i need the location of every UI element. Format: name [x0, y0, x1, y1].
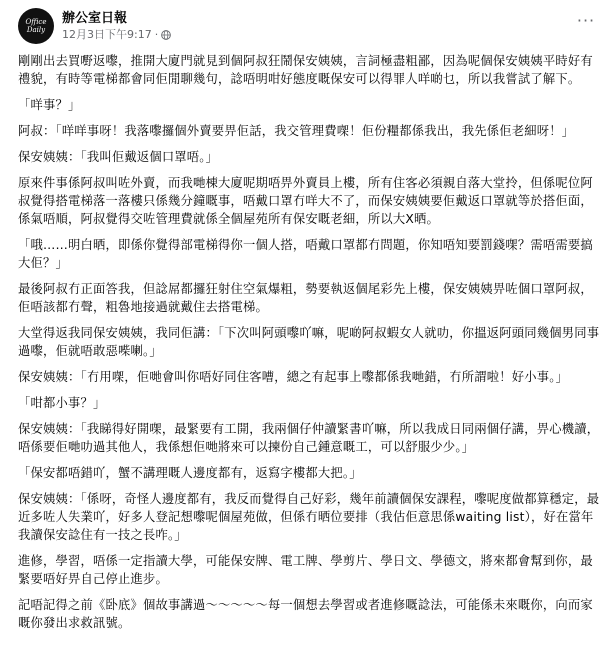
post-paragraph: 「哦……明白晒，即係你覺得部電梯得你一個人搭，唔戴口罩都冇問題，你知唔知要罰錢㗎？需唔需要搞大佢？」 — [18, 238, 593, 270]
timestamp-row — [62, 27, 171, 42]
post-timestamp[interactable]: 12月3日下午9:17 — [62, 28, 152, 41]
post-paragraph: 保安姨姨：「冇用㗎，佢哋會叫你唔好同住客嘈，總之有起事上嚟都係我哋錯，冇所謂啦！好小事。」 — [18, 370, 569, 384]
post-paragraph: 保安姨姨：「我睇得好開㗎，最緊要有工開，我兩個仔仲讀緊書吖嘛，所以我成日同兩個仔講，畀心機讀，唔係要佢哋叻過其他人，我係想佢哋將來可以揀份自己鍾意嘅工，可以舒服少少。」 — [18, 422, 600, 454]
post-paragraph: 最後阿叔冇正面答我，但諗屌都攞狂射住空氣爆粗，勢要執返個尾彩先上樓，保安姨姨畀咗個口罩阿叔，佢唔該都冇聲，粗魯地接過就戴住去搭電梯。 — [18, 282, 593, 314]
post-paragraph: 「保安都唔錯吖，蟹不講理嘅人邊度都有，返寫字樓都大把。」 — [18, 466, 362, 480]
post-meta — [62, 10, 171, 42]
post-paragraph: 記唔記得之前《卧底》個故事講過～～～～～每一個想去學習或者進修嘅諗法，可能係未來嘅你，向而家嘅你發出求救訊號。 — [18, 598, 593, 630]
page-avatar[interactable] — [18, 8, 54, 44]
post-body — [18, 52, 602, 632]
more-options-button[interactable] — [572, 10, 600, 30]
globe-icon — [161, 30, 171, 40]
separator-dot: · — [154, 28, 159, 41]
avatar-logo-text: Office Daily — [25, 18, 47, 34]
post-paragraph: 剛剛出去買嘢返嚟，推開大廈門就見到個阿叔狂鬧保安姨姨，言詞極盡粗鄙，因為呢個保安姨姨平時好有禮貌，有時等電梯都會同佢閒聊幾句，諗唔明咁好態度嘅保安可以得罪人咩啲乜，所以我嘗試了解下。 — [18, 54, 593, 86]
post-paragraph: 原來件事係阿叔叫咗外賣，而我哋棟大廈呢期唔畀外賣員上樓，所有住客必須親自落大堂拎，但係呢位阿叔覺得搭電梯落一落樓只係幾分鐘嘅事，唔戴口罩冇咩大不了，而保安姨姨要佢戴返口罩就等於搭佢面，係氣唔順，阿叔覺得交咗管理費就係全個屋苑所有保安嘅老細，所以大X晒。 — [18, 176, 593, 226]
post-paragraph: 進修，學習，唔係一定指讀大學，可能保安牌、電工牌、學剪片、學日文、學德文，將來都會幫到你，最緊要唔好畀自己停止進步。 — [18, 554, 593, 586]
post-paragraph: 阿叔：「咩咩事呀！我落嚟攞個外賣要畀佢話，我交管理費㗎！佢份糧都係我出，我先係佢老細呀！」 — [18, 124, 575, 138]
post-paragraph: 大堂得返我同保安姨姨，我同佢講：「下次叫阿頭嚟吖嘛，呢啲阿叔蝦女人就叻，你搵返阿頭同幾個男同事過嚟，佢就唔敢惡喍喇。」 — [18, 326, 600, 358]
more-icon: ··· — [576, 10, 596, 30]
post-header — [18, 6, 602, 46]
page-name[interactable]: 辦公室日報 — [62, 11, 128, 26]
post-paragraph: 保安姨姨：「係呀，奇怪人邊度都有，我反而覺得自己好彩，幾年前讀個保安課程，嚟呢度做都算穩定，最近多咗人失業吖，好多人登記想嚟呢個屋苑做，但係冇晒位要排（我估佢意思係waiting list），好在當年我讀保安諗住有一技之長咋。」 — [18, 492, 600, 542]
post-paragraph: 保安姨姨：「我叫佢戴返個口罩唔。」 — [18, 150, 219, 164]
post-paragraph: 「咩事？」 — [18, 98, 81, 112]
post-paragraph: 「咁都小事？」 — [18, 396, 106, 410]
